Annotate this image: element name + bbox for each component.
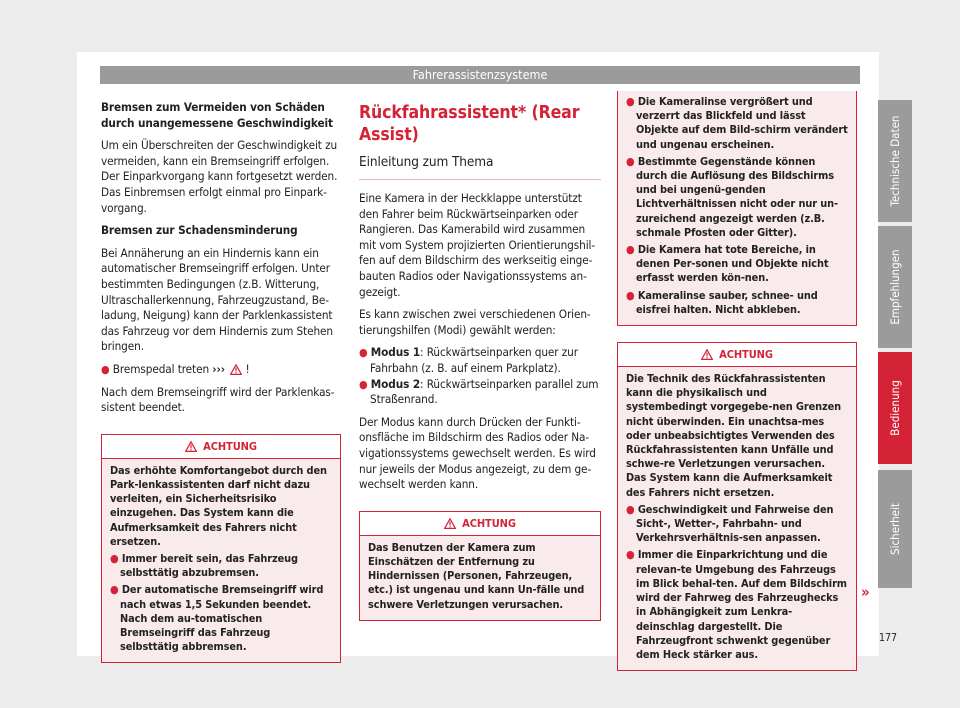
tab-label: Bedienung xyxy=(888,380,902,436)
warning-body xyxy=(102,459,340,663)
paragraph-camera-intro: Eine Kamera in der Heckklappe unterstützt den Fahrer beim Rückwärtseinparken oder Rangieren. Das Kamerabild wird zusammen mit vom System projizierten Orientierungshil-fen auf dem Bildschirm des werkseitig einge-bauten Radios oder Navigationssystems an-gezeigt. xyxy=(359,191,596,299)
heading-speed-braking: Bremsen zum Vermeiden von Schäden durch unangemessene Geschwindigkeit xyxy=(101,100,333,130)
warning-triangle-icon xyxy=(444,518,456,529)
paragraph-modes-intro: Es kann zwischen zwei verschiedenen Orien-tierungshilfen (Modi) gewählt werden: xyxy=(359,307,591,337)
warning-header xyxy=(618,343,856,367)
warning-title: ACHTUNG xyxy=(462,516,516,530)
warning-item: ● Geschwindigkeit und Fahrweise den Sicht-, Wetter-, Fahrbahn- und Verkehrsverhältnis-sen anpassen. xyxy=(626,502,834,545)
heading-damage-reduction: Bremsen zur Schadensminderung xyxy=(101,223,298,238)
tab-label: Empfehlungen xyxy=(888,249,902,325)
warning-body xyxy=(618,367,856,670)
warning-item: ● Immer die Einparkrichtung und die relevan-te Umgebung des Fahrzeugs im Blick behal-ten. Auf dem Bildschirm wird der Fahrweg des Fahrzeughecks in Abhängigkeit zum Lenkra-deinschlag dargestellt. Die Fahrzeugfront schwenkt gegenüber dem Heck stärker aus. xyxy=(626,548,847,661)
warning-item: ● Die Kameralinse vergrößert und verzerrt das Blickfeld und lässt Objekte auf dem Bild-schirm verändert und ungenau erscheinen. xyxy=(626,95,848,151)
tab-bedienung[interactable] xyxy=(878,352,912,464)
warning-item: ● Bestimmte Gegenstände können durch die Auflösung des Bildschirms und bei ungenü-genden Lichtverhältnissen nicht oder nur un-zureichend angezeigt werden (z.B. schmale Pfosten oder Gitter). xyxy=(626,154,838,239)
tab-label: Technische Daten xyxy=(888,115,902,207)
warning-box-rear-assist xyxy=(617,342,857,671)
tab-sicherheit[interactable] xyxy=(878,470,912,588)
list-item-mode-2: ● Modus 2: Rückwärtseinparken parallel zum Straßenrand. xyxy=(359,376,599,407)
cross-reference-arrows[interactable]: ››› xyxy=(212,361,225,376)
warning-box-camera-continued xyxy=(617,91,857,326)
paragraph-damage-reduction: Bei Annäherung an ein Hindernis kann ein automatischer Bremseingriff erfolgen. Unter bestimmten Bedingungen (z.B. Witterung, Ultraschallerkennung, Fahrzeugzustand, Be-ladung, Neigung) kann der Parklenkassistent das Fahrzeug vor dem Hindernis zum Stehen bringen. xyxy=(101,245,333,354)
paragraph-mode-switch: Der Modus kann durch Drücken der Funkti-onsfläche im Bildschirm des Radios oder Na-vigationssystems gewechselt werden. Es wird nur jeweils der Modus angezeigt, zu dem ge-wechselt werden kann. xyxy=(359,414,596,492)
warning-intro: Das erhöhte Komfortangebot durch den Park-lenkassistenten darf nicht dazu verleiten, ein Sicherheitsrisiko einzugehen. Das System kann die Aufmerksamkeit des Fahrers nicht ersetzen. xyxy=(110,463,327,548)
continue-arrow-icon: » xyxy=(861,583,870,601)
warning-body xyxy=(360,536,600,620)
paragraph-speed-braking: Um ein Überschreiten der Geschwindigkeit zu vermeiden, kann ein Bremseingriff erfolgen. Der Einparkvorgang kann fortgesetzt werden. Das Einbremsen erfolgt einmal pro Einpark-vorgang. xyxy=(101,138,338,215)
page-header: Fahrerassistenzsysteme xyxy=(100,66,860,84)
tab-label: Sicherheit xyxy=(888,503,902,555)
warning-item: ● Immer bereit sein, das Fahrzeug selbsttätig abzubremsen. xyxy=(110,551,298,580)
warning-intro: Die Technik des Rückfahrassistenten kann die physikalisch und systembedingt vorgegebe-nen Grenzen nicht überwinden. Ein unachtsa-mes oder unbeabsichtigtes Verwenden des Rückfahrassistenten kann Unfälle und schwe-re Verletzungen verursachen. Das System kann die Aufmerksamkeit des Fahrers nicht ersetzen. xyxy=(626,372,842,499)
column-left xyxy=(101,100,341,663)
column-middle xyxy=(359,100,601,621)
warning-box-camera xyxy=(359,511,601,621)
warning-item: ● Der automatische Bremseingriff wird nach etwas 1,5 Sekunden beendet. Nach dem au-tomatischen Bremseingriff das Fahrzeug selbsttätig abbremsen. xyxy=(110,583,324,654)
warning-title: ACHTUNG xyxy=(203,439,257,453)
bullet-brake-pedal xyxy=(101,362,341,378)
warning-header xyxy=(102,435,340,459)
warning-item: ● Die Kamera hat tote Bereiche, in denen Per-sonen und Objekte nicht erfasst werden kön-nen. xyxy=(626,243,829,285)
warning-title: ACHTUNG xyxy=(719,348,773,362)
warning-box-park-assist xyxy=(101,434,341,664)
section-subtitle: Einleitung zum Thema xyxy=(359,153,601,180)
warning-body xyxy=(618,91,856,325)
warning-item: ● Kameralinse sauber, schnee- und eisfrei halten. Nicht abkleben. xyxy=(626,288,818,316)
bullet-end: ! xyxy=(245,361,250,376)
warning-triangle-icon xyxy=(230,364,242,375)
bullet-brake-pedal-text: Bremspedal treten xyxy=(112,361,210,376)
warning-triangle-icon xyxy=(701,349,713,360)
section-title: Rückfahrassistent* (Rear Assist) xyxy=(359,103,580,145)
list-item-mode-1: ● Modus 1: Rückwärtseinparken quer zur Fahrbahn (z. B. auf einem Parkplatz). xyxy=(359,345,578,375)
warning-header xyxy=(360,512,600,536)
bullet-dot: ● xyxy=(101,362,110,376)
tab-empfehlungen[interactable] xyxy=(878,226,912,348)
column-right xyxy=(617,91,857,671)
page-number: 177 xyxy=(879,632,898,644)
warning-intro: Das Benutzen der Kamera zum Einschätzen der Entfernung zu Hindernissen (Personen, Fahrzeugen, etc.) ist ungenau und kann Un-fälle und schwere Verletzungen verursachen. xyxy=(368,540,585,611)
paragraph-end-assist: Nach dem Bremseingriff wird der Parklenkas-sistent beendet. xyxy=(101,384,335,415)
warning-triangle-icon xyxy=(185,441,197,452)
tab-technische-daten[interactable] xyxy=(878,100,912,222)
